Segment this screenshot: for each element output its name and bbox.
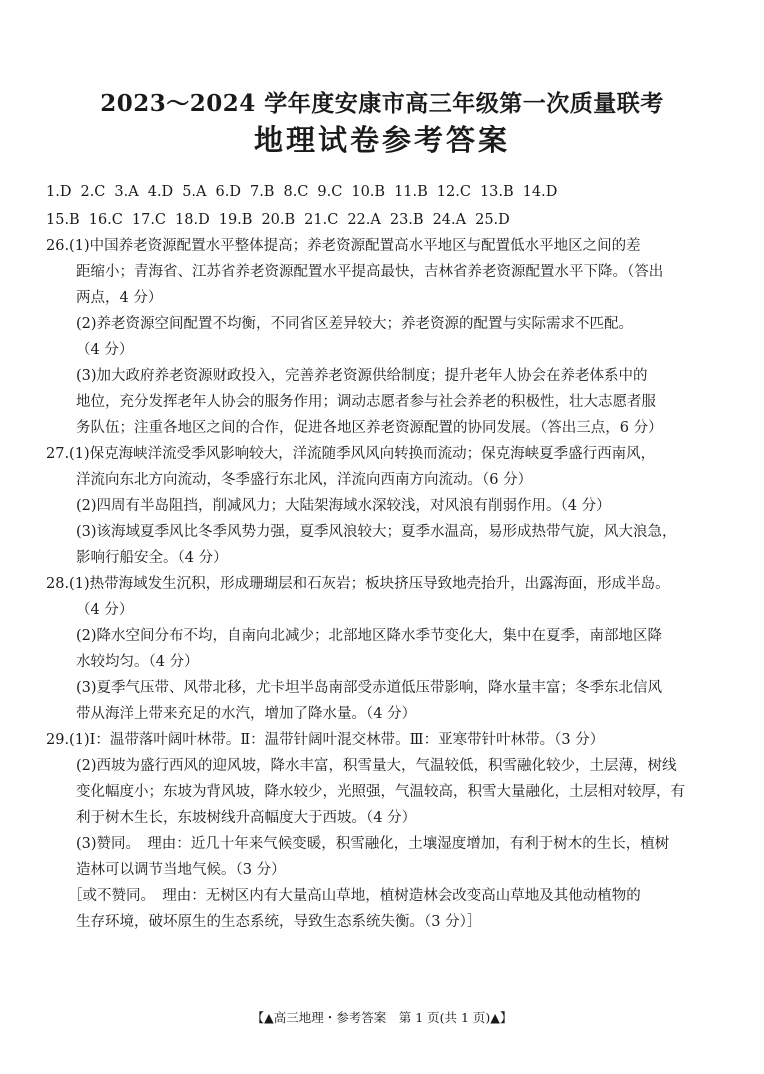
choice-answer: 7.B: [249, 184, 275, 200]
answer-line: ［或不赞同。 理由：无树区内有大量高山草地，植树造林会改变高山草地及其他动植物的: [68, 888, 641, 904]
answer-line: (2)降水空间分布不均，自南向北减少；北部地区降水季节变化大，集中在夏季，南部地区降: [76, 628, 663, 644]
choice-answer: 13.B: [479, 184, 514, 200]
answer-line: 29.(1)Ⅰ：温带落叶阔叶林带。Ⅱ：温带针阔叶混交林带。Ⅲ：亚寒带针叶林带。（3 分）: [46, 732, 605, 748]
answer-line: 造林可以调节当地气候。（3 分）: [76, 862, 286, 878]
question-26-answer: [46, 233, 736, 441]
choice-answer: 19.B: [218, 212, 253, 228]
choice-answer: 18.D: [175, 212, 210, 228]
answer-line: (2)四周有半岛阻挡，削减风力；大陆架海域水深较浅，对风浪有削弱作用。（4 分）: [76, 498, 611, 514]
question-27-answer: [46, 441, 736, 571]
answer-line: 利于树木生长，东坡树线升高幅度大于西坡。（4 分）: [76, 810, 417, 826]
choice-answers-row-2: [46, 206, 736, 234]
answer-line: (2)西坡为盛行西风的迎风坡，降水丰富，积雪量大，气温较低，积雪融化较少，土层薄，树线: [76, 758, 677, 774]
choice-answer: 25.D: [475, 212, 510, 228]
choice-answer: 8.C: [283, 184, 309, 200]
answer-line: (3)赞同。 理由：近几十年来气候变暖，积雪融化，土壤湿度增加，有利于树木的生长，植树: [76, 836, 670, 852]
choice-answer: 22.A: [347, 212, 381, 228]
answer-line: 27.(1)保克海峡洋流受季风影响较大，洋流随季风风向转换而流动；保克海峡夏季盛行西南风，: [46, 446, 656, 462]
choice-answer: 12.C: [436, 184, 471, 200]
answer-line: （4 分）: [76, 342, 134, 358]
answer-line: 26.(1)中国养老资源配置水平整体提高；养老资源配置高水平地区与配置低水平地区之间的差: [46, 238, 641, 254]
choice-answer: 20.B: [261, 212, 296, 228]
answer-line: 两点，4 分）: [76, 290, 163, 306]
question-28-answer: [46, 571, 736, 727]
choice-answer: 9.C: [317, 184, 343, 200]
choice-answer: 14.D: [522, 184, 558, 200]
answer-line: 带从海洋上带来充足的水汽，增加了降水量。（4 分）: [76, 706, 417, 722]
answer-line: 生存环境，破坏原生的生态系统，导致生态系统失衡。（3 分）］: [76, 914, 482, 930]
question-29-answer: [46, 727, 736, 935]
choice-answer: 3.A: [114, 184, 139, 200]
choice-answer: 10.B: [351, 184, 386, 200]
answer-line: 28.(1)热带海域发生沉积，形成珊瑚层和石灰岩；板块挤压导致地壳抬升，出露海面，形成半岛。: [46, 576, 670, 592]
answer-line: 地位，充分发挥老年人协会的服务作用；调动志愿者参与社会养老的积极性，壮大志愿者服: [76, 394, 656, 410]
choice-answer: 11.B: [394, 184, 428, 200]
exam-title: 2023～2024 学年度安康市高三年级第一次质量联考: [100, 90, 664, 117]
choice-answer: 1.D: [46, 184, 72, 200]
document-subtitle: 地理试卷参考答案: [253, 123, 510, 157]
choice-answer: 24.A: [432, 212, 467, 228]
answer-line: 变化幅度小；东坡为背风坡，降水较少，光照强，气温较高，积雪大量融化，土层相对较厚，有: [76, 784, 685, 800]
choice-answers-row-1: [46, 178, 736, 206]
answer-line: (3)该海域夏季风比冬季风势力强，夏季风浪较大；夏季水温高，易形成热带气旋，风大浪急，: [76, 524, 677, 540]
answer-line: 务队伍；注重各地区之间的合作，促进各地区养老资源配置的协同发展。（答出三点，6 分）: [76, 420, 663, 436]
answer-line: 洋流向东北方向流动，冬季盛行东北风，洋流向西南方向流动。（6 分）: [76, 472, 533, 488]
choice-answer: 6.D: [215, 184, 241, 200]
answer-line: (2)养老资源空间配置不均衡，不同省区差异较大；养老资源的配置与实际需求不匹配。: [76, 316, 634, 332]
choice-answer: 4.D: [147, 184, 174, 200]
answer-line: 水较均匀。（4 分）: [76, 654, 199, 670]
answer-line: (3)加大政府养老资源财政投入，完善养老资源供给制度；提升老年人协会在养老体系中的: [76, 368, 648, 384]
choice-answer: 17.C: [131, 212, 167, 228]
choice-answer: 21.C: [304, 212, 339, 228]
answer-line: (3)夏季气压带、风带北移，尤卡坦半岛南部受赤道低压带影响，降水量丰富；冬季东北信风: [76, 680, 663, 696]
choice-answer: 2.C: [80, 184, 106, 200]
choice-answer: 5.A: [182, 184, 207, 200]
answer-line: （4 分）: [76, 602, 134, 618]
choice-answer: 16.C: [88, 212, 123, 228]
choice-answer: 23.B: [389, 212, 424, 228]
page-footer: 【▲高三地理・参考答案 第 1 页(共 1 页)▲】: [251, 1010, 513, 1025]
answer-line: 影响行船安全。（4 分）: [76, 550, 228, 566]
choice-answer: 15.B: [46, 212, 80, 228]
answer-line: 距缩小；青海省、江苏省养老资源配置水平提高最快，吉林省养老资源配置水平下降。（答出: [76, 264, 664, 280]
